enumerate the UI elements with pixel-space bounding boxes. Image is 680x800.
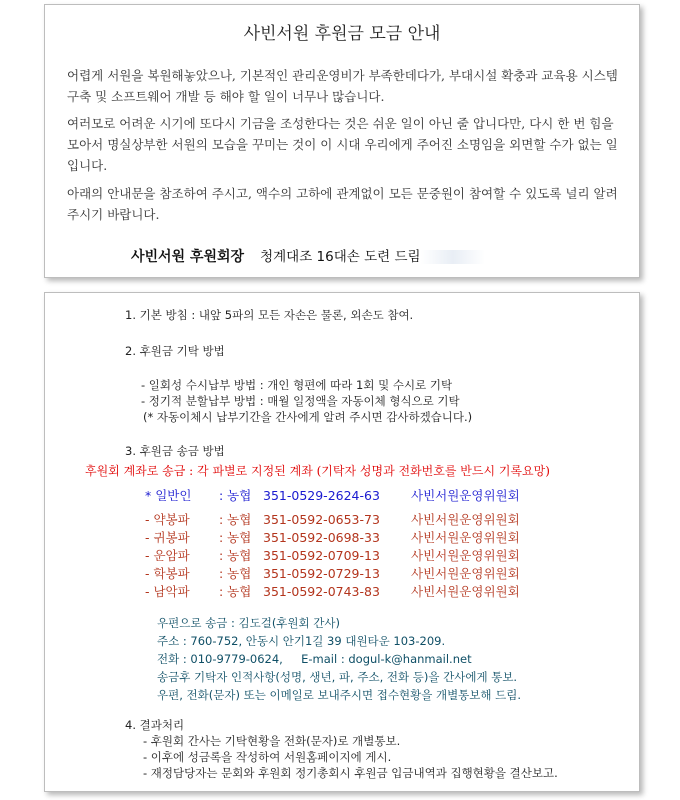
account-row-hakbong	[145, 565, 520, 583]
account-label: - 남악파	[145, 584, 190, 599]
account-holder: 사빈서원운영위원회	[411, 488, 520, 503]
account-number: 351-0592-0729-13	[263, 566, 380, 581]
account-label: * 일반인	[145, 488, 192, 503]
account-bank: : 농협	[219, 530, 252, 545]
mail-line-notify: 송금후 기탁자 인적사항(성명, 생년, 파, 주소, 전화 등)을 간사에게 통보.	[157, 670, 518, 684]
section-4-item: - 재정담당자는 문회와 후원회 정기총회시 후원금 입금내역과 집행현황을 결산보고.	[143, 766, 558, 780]
account-row-yakbong	[145, 511, 520, 529]
notice-paragraph-2: 여러모로 어려운 시기에 또다시 기금을 조성한다는 것은 쉬운 일이 아닌 줄 압니다만, 다시 한 번 힘을 모아서 명실상부한 서원의 모습을 꾸미는 것이 이 시대 우리에게 주어진 소명임을 외면할 수가 없는 일입니다.	[67, 116, 618, 173]
account-bank: : 농협	[219, 488, 252, 503]
guide-box	[44, 292, 640, 792]
mail-line-method: 우편, 전화(문자) 또는 이메일로 보내주시면 접수현황을 개별통보해 드림.	[157, 688, 522, 702]
account-row-namak	[145, 583, 520, 601]
account-row-gwibong	[145, 529, 520, 547]
account-row-general	[145, 487, 520, 505]
mail-line-contact: 전화 : 010-9779-0624, E-mail : dogul-k@hanmail.net	[157, 652, 472, 666]
account-row-unam	[145, 547, 520, 565]
notice-paragraph-1: 어렵게 서원을 복원해놓았으나, 기본적인 관리운영비가 부족한데다가, 부대시설 확충과 교육용 시스템 구축 및 소프트웨어 개발 등 해야 할 일이 너무나 많습니다.	[67, 68, 618, 104]
account-label: - 운암파	[145, 548, 190, 563]
section-2-item: - 일회성 수시납부 방법 : 개인 형편에 따라 1회 및 수시로 기탁	[141, 378, 453, 392]
signature-glow-decoration	[421, 250, 485, 264]
notice-box	[44, 4, 640, 278]
mail-line-address: 주소 : 760-752, 안동시 안기1길 39 대원타운 103-209.	[157, 634, 446, 648]
account-label: - 약봉파	[145, 512, 190, 527]
account-label: - 귀봉파	[145, 530, 190, 545]
account-notice: 후원회 계좌로 송금 : 각 파별로 지정된 계좌 (기탁자 성명과 전화번호를 반드시 기록요망)	[85, 464, 550, 478]
signature-org: 사빈서원 후원회장	[131, 249, 245, 265]
account-number: 351-0592-0743-83	[263, 584, 380, 599]
account-number: 351-0529-2624-63	[263, 488, 380, 503]
notice-title: 사빈서원 후원금 모금 안내	[243, 24, 441, 44]
account-bank: : 농협	[219, 566, 252, 581]
notice-paragraph-3: 아래의 안내문을 참조하여 주시고, 액수의 고하에 관계없이 모든 문중원이 참여할 수 있도록 널리 알려 주시기 바랍니다.	[67, 186, 618, 222]
section-1-basic-policy: 1. 기본 방침 : 내앞 5파의 모든 자손은 물론, 외손도 참여.	[125, 308, 414, 322]
account-bank: : 농협	[219, 512, 252, 527]
account-holder: 사빈서원운영위원회	[411, 566, 520, 581]
section-3-title: 3. 후원금 송금 방법	[125, 444, 225, 458]
section-2-note: (* 자동이체시 납부기간을 간사에게 알려 주시면 감사하겠습니다.)	[143, 410, 473, 424]
account-number: 351-0592-0653-73	[263, 512, 380, 527]
account-bank: : 농협	[219, 548, 252, 563]
section-2-item: - 정기적 분할납부 방법 : 매월 일정액을 자동이체 형식으로 기탁	[141, 394, 460, 408]
notice-signature	[131, 245, 485, 266]
account-holder: 사빈서원운영위원회	[411, 548, 520, 563]
account-label: - 학봉파	[145, 566, 190, 581]
section-4-item: - 이후에 성금록을 작성하여 서원홈페이지에 게시.	[143, 750, 392, 764]
section-4-item: - 후원회 간사는 기탁현황을 전화(문자)로 개별통보.	[143, 734, 401, 748]
account-holder: 사빈서원운영위원회	[411, 530, 520, 545]
account-number: 351-0592-0709-13	[263, 548, 380, 563]
section-4-title: 4. 결과처리	[125, 718, 185, 732]
signature-name: 청계대조 16대손 도련 드림	[260, 249, 421, 265]
account-number: 351-0592-0698-33	[263, 530, 380, 545]
account-holder: 사빈서원운영위원회	[411, 584, 520, 599]
account-holder: 사빈서원운영위원회	[411, 512, 520, 527]
account-bank: : 농협	[219, 584, 252, 599]
section-2-title: 2. 후원금 기탁 방법	[125, 344, 225, 358]
mail-line-title: 우편으로 송금 : 김도걸(후원회 간사)	[157, 616, 340, 630]
